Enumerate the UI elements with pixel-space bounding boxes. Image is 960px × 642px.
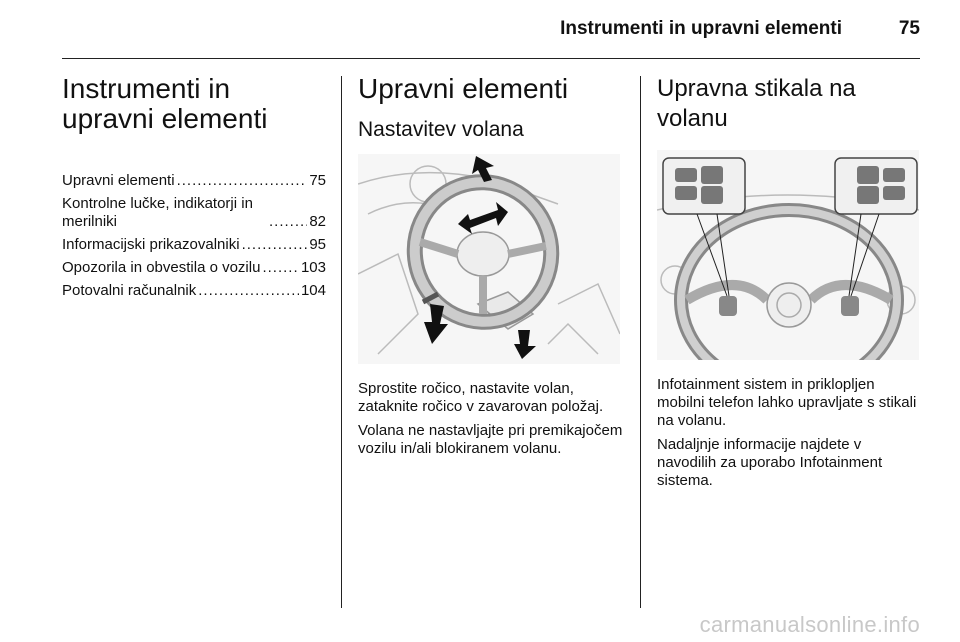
toc-item-page: 75	[309, 172, 326, 189]
controls-column	[358, 74, 624, 464]
column-divider-2	[640, 76, 641, 608]
column-divider-1	[341, 76, 342, 608]
paragraph: Volana ne nastavljajte pri premikajočem vozilu in/ali blokiranem volanu.	[358, 422, 623, 457]
running-title: Instrumenti in upravni elementi	[560, 18, 842, 39]
paragraph: Infotainment sistem in priklopljen mobilni telefon lahko upravljate s stikali na volanu.	[657, 376, 917, 429]
toc-item-label: Potovalni računalnik	[62, 282, 197, 299]
toc-item-label: Opozorila in obvestila o vozilu	[62, 259, 261, 276]
toc-item[interactable]	[62, 282, 326, 300]
section-title: Upravni elementi	[358, 73, 569, 104]
steering-adjust-illustration	[358, 154, 620, 364]
chapter-title: Instrumenti in upravni elementi	[62, 73, 268, 134]
toc-item-page: 95	[309, 236, 326, 253]
toc-leader	[269, 213, 307, 231]
toc-item[interactable]	[62, 195, 326, 231]
toc-item-page: 103	[300, 259, 326, 276]
toc-leader	[177, 172, 308, 190]
toc-item-page: 104	[300, 282, 326, 299]
toc-item-label: Kontrolne lučke, indikatorji in merilniki	[62, 195, 253, 230]
header-rule	[62, 58, 920, 59]
section-subtitle: Nastavitev volana	[358, 118, 524, 141]
toc-column	[62, 74, 326, 305]
toc-item[interactable]	[62, 259, 326, 277]
toc-leader	[242, 236, 308, 254]
toc-leader	[198, 282, 299, 300]
section-title: Upravna stikala na volanu	[657, 75, 856, 132]
watermark: carmanualsonline.info	[699, 612, 920, 637]
toc-leader	[262, 259, 299, 277]
paragraph: Sprostite ročico, nastavite volan, zataknite ročico v zavarovan položaj.	[358, 380, 604, 415]
steering-switches-illustration	[657, 150, 919, 360]
page-number: 75	[898, 18, 920, 39]
paragraph: Nadaljnje informacije najdete v navodilih za uporabo Infotainment sistema.	[657, 436, 883, 489]
switches-column	[657, 74, 923, 496]
toc-item-page: 82	[309, 213, 326, 230]
toc-item[interactable]	[62, 172, 326, 190]
toc-item-label: Informacijski prikazovalniki	[62, 236, 240, 253]
toc-item[interactable]	[62, 236, 326, 254]
toc-item-label: Upravni elementi	[62, 172, 175, 189]
toc-list	[62, 172, 326, 300]
